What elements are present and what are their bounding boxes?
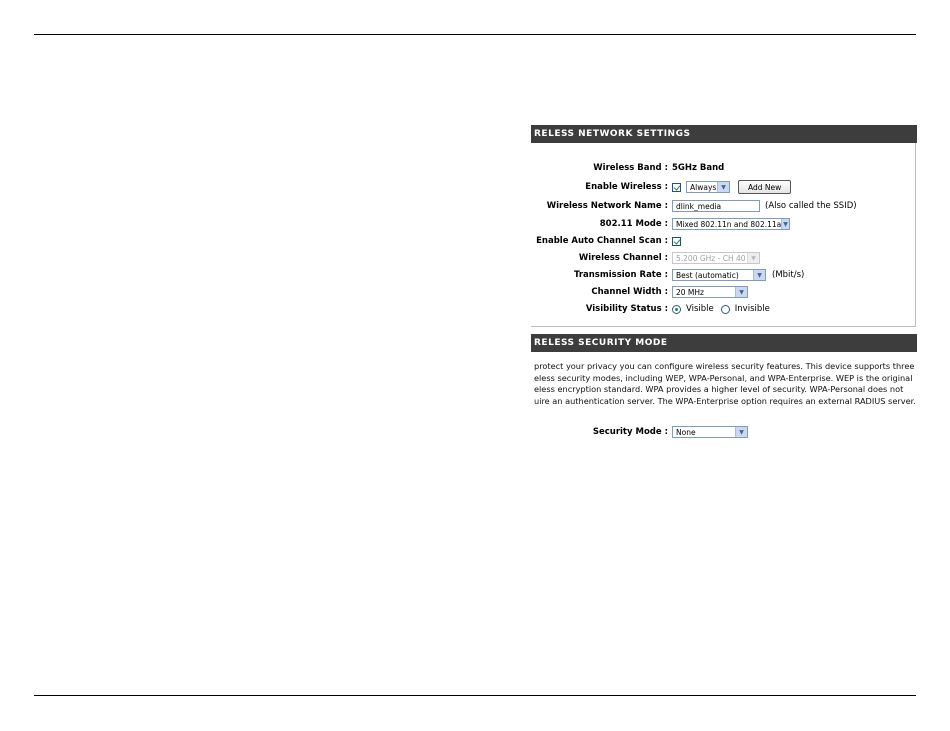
top-rule xyxy=(34,34,916,35)
visible-radio[interactable] xyxy=(672,305,681,314)
ssid-note: (Also called the SSID) xyxy=(765,201,857,211)
channel-select[interactable] xyxy=(672,252,760,264)
security-description-line: uire an authentication server. The WPA-Enterprise option requires an external RADIUS server. xyxy=(534,395,916,406)
channel-width-select-value: 20 MHz xyxy=(676,287,704,297)
add-new-button[interactable]: Add New xyxy=(738,180,791,194)
chevron-down-icon: ▼ xyxy=(753,270,765,280)
auto-channel-checkbox[interactable] xyxy=(672,237,681,246)
visible-radio-label: Visible xyxy=(686,304,714,314)
channel-label: Wireless Channel : xyxy=(578,253,668,263)
chevron-down-icon: ▼ xyxy=(735,287,747,297)
network-name-row xyxy=(531,198,917,214)
visibility-label: Visibility Status : xyxy=(585,304,668,314)
wireless-band-value: 5GHz Band xyxy=(672,163,725,173)
schedule-select[interactable] xyxy=(686,181,730,193)
security-description-line: eless encryption standard. WPA provides a higher level of security. WPA-Personal does not xyxy=(534,384,904,394)
visibility-row xyxy=(531,301,917,317)
enable-wireless-row xyxy=(531,179,917,195)
mode-label: 802.11 Mode : xyxy=(599,219,668,229)
wireless-band-label: Wireless Band : xyxy=(593,163,668,173)
router-screenshot xyxy=(531,125,917,437)
mode-select-value: Mixed 802.11n and 802.11a xyxy=(676,219,782,229)
invisible-radio[interactable] xyxy=(721,305,730,314)
mode-row xyxy=(531,216,917,232)
wireless-settings-header: RELESS NETWORK SETTINGS xyxy=(531,125,917,143)
tx-rate-row xyxy=(531,267,917,283)
chevron-down-icon: ▼ xyxy=(781,219,789,229)
bottom-rule xyxy=(34,695,916,696)
security-description-line: protect your privacy you can configure wireless security features. This device supports three xyxy=(534,361,915,371)
wireless-band-row xyxy=(531,160,917,176)
security-mode-header: RELESS SECURITY MODE xyxy=(531,334,917,352)
chevron-down-icon: ▼ xyxy=(747,253,759,263)
tx-rate-unit: (Mbit/s) xyxy=(772,270,805,280)
tx-rate-label: Transmission Rate : xyxy=(573,270,668,280)
security-mode-select[interactable] xyxy=(672,426,748,438)
tx-rate-select[interactable] xyxy=(672,269,766,281)
channel-width-row xyxy=(531,284,917,300)
network-name-label: Wireless Network Name : xyxy=(546,201,668,211)
channel-width-label: Channel Width : xyxy=(591,287,668,297)
security-description-line: eless security modes, including WEP, WPA-Personal, and WPA-Enterprise. WEP is the original xyxy=(534,372,913,383)
security-mode-select-value: None xyxy=(676,427,696,437)
channel-select-value: 5.200 GHz - CH 40 xyxy=(676,253,746,263)
mode-select[interactable] xyxy=(672,218,790,230)
chevron-down-icon: ▼ xyxy=(735,427,747,437)
auto-channel-row xyxy=(531,233,917,249)
enable-wireless-label: Enable Wireless : xyxy=(585,182,668,192)
security-description xyxy=(534,361,917,407)
tx-rate-select-value: Best (automatic) xyxy=(676,270,739,280)
auto-channel-label: Enable Auto Channel Scan : xyxy=(536,236,668,246)
schedule-select-value: Always xyxy=(690,182,717,192)
enable-wireless-checkbox[interactable] xyxy=(672,183,681,192)
chevron-down-icon: ▼ xyxy=(717,182,729,192)
network-name-input[interactable]: dlink_media xyxy=(672,200,760,212)
channel-row xyxy=(531,250,917,266)
security-mode-label: Security Mode : xyxy=(592,427,668,437)
invisible-radio-label: Invisible xyxy=(734,304,770,314)
security-mode-row xyxy=(531,424,917,440)
channel-width-select[interactable] xyxy=(672,286,748,298)
